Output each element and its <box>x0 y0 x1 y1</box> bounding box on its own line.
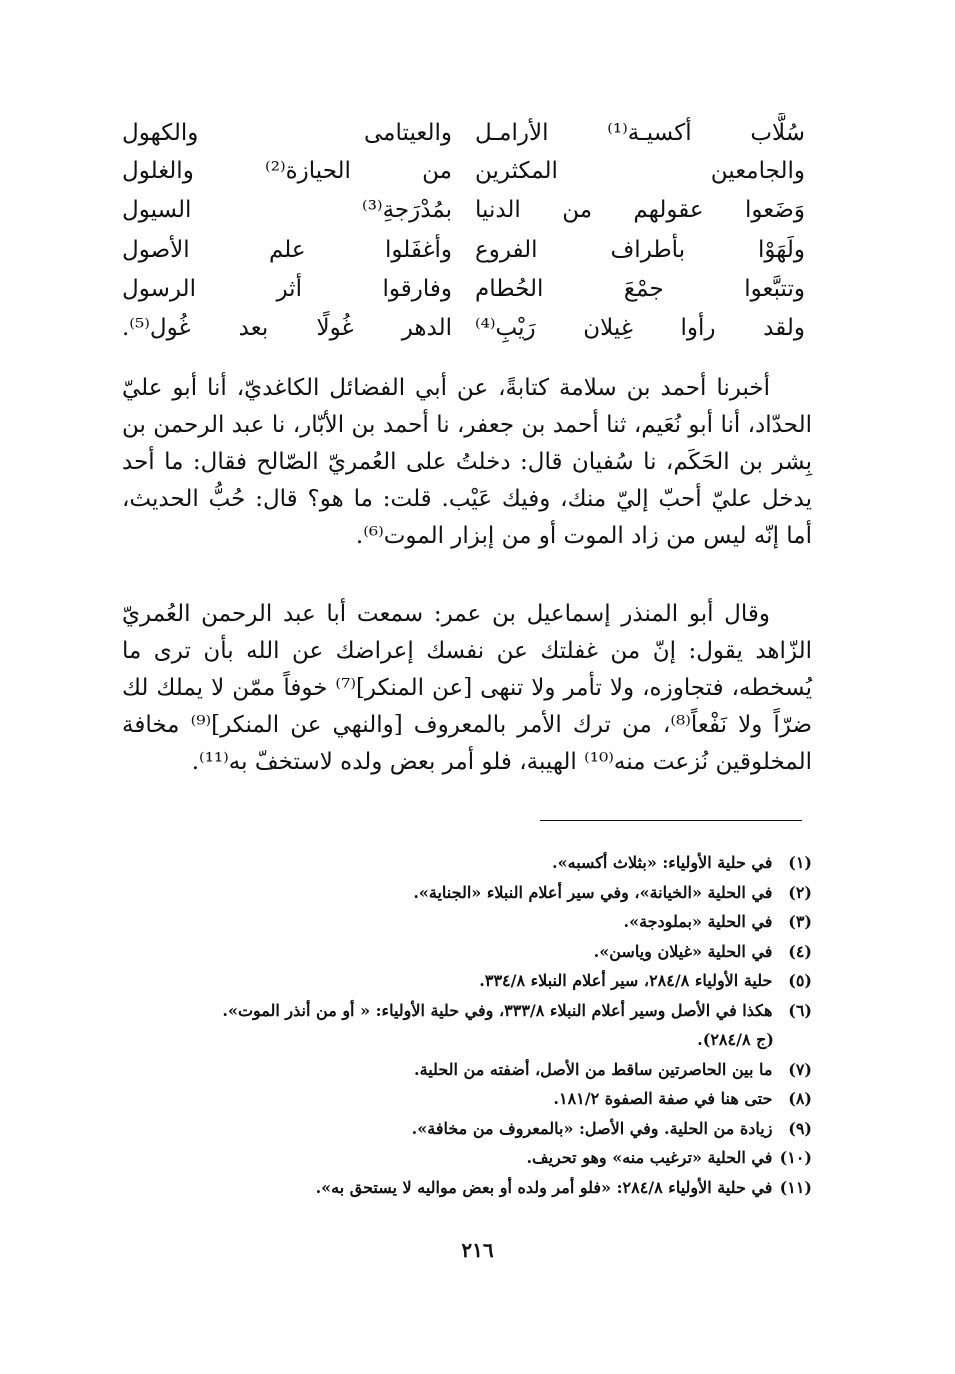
page-number: ٢١٦ <box>461 1238 494 1262</box>
poem-verse <box>0 308 955 348</box>
footnote-text: في الحلية «غيلان وياسن». <box>593 941 773 961</box>
footnote-text: هكذا في الأصل وسير أعلام النبلاء ٣٣٣/٨، وفي حلية الأولياء: « أو من أنذر الموت». <box>222 1000 773 1020</box>
footnote-number: (١٠) <box>779 1148 812 1167</box>
poem-verse <box>0 113 955 153</box>
footnote <box>100 848 812 878</box>
footnote <box>100 937 812 967</box>
footnotes <box>100 848 812 1202</box>
footnote-text: ما بين الحاصرتين ساقط من الأصل، أضفته من الحلية. <box>414 1059 773 1079</box>
verse-right-hemistich: والجامعين المكثرين <box>475 158 805 184</box>
footnote-continuation <box>100 1025 812 1055</box>
footnote-number: (٤) <box>788 941 812 961</box>
footnote-text: في الحلية «بملودجة». <box>623 912 773 931</box>
footnote <box>100 1114 812 1144</box>
paragraph-text: أخبرنا أحمد بن سلامة كتابةً، عن أبي الفضائل الكاغديّ، أنا أبو عليّ الحدّاد، أنا أبو نُعَيم، ثنا أحمد بن جعفر، نا أحمد بن الأبّار، نا عبد الرحمن بن بِشر بن الحَكَم، نا سُفيان قال: دخلتُ على العُمريّ الصّالح فقال: ما أحد يدخل عليّ أحبّ إليّ منك، وفيك عَيْب. قلت: ما هو؟ قال: حُبُّ الحديث، أما إنّه ليس من زاد الموت أو من إبزار الموت⁽⁶⁾. <box>122 375 812 549</box>
verse-left-hemistich: بمُدْرَجةِ⁽³⁾ السيول <box>122 197 452 223</box>
footnote-number: (٩) <box>788 1118 812 1138</box>
poem-verse <box>0 190 955 230</box>
verse-left-hemistich: والعيتامى والكهول <box>122 120 452 146</box>
footnote-number: (٣) <box>788 912 812 931</box>
footnote-separator <box>540 820 802 821</box>
poem-verse <box>0 269 955 309</box>
footnote-number: (١١) <box>779 1177 812 1197</box>
footnote <box>100 907 812 937</box>
verse-right-hemistich: ولقد رأوا غِيلان رَيْبِ⁽⁴⁾ <box>475 315 805 341</box>
footnote <box>100 1055 812 1085</box>
footnote-number: (٧) <box>788 1059 812 1079</box>
footnote-text: في حلية الأولياء: «بثلاث أكسبه». <box>552 853 773 872</box>
verse-left-hemistich: وأغفَلوا علم الأصول <box>122 237 452 263</box>
verse-right-hemistich: وتتبَّعوا جمْعَ الحُطام <box>475 276 805 302</box>
verse-left-hemistich: وفارقوا أثر الرسول <box>122 276 452 302</box>
footnote <box>100 996 812 1026</box>
footnote-text: في حلية الأولياء ٢٨٤/٨: «فلو أمر ولده أو بعض مواليه لا يستحق به». <box>315 1177 773 1197</box>
footnote <box>100 966 812 996</box>
footnote-text: حتى هنا في صفة الصفوة ١٨١/٢. <box>553 1089 773 1108</box>
paragraph-text: وقال أبو المنذر إسماعيل بن عمر: سمعت أبا عبد الرحمن العُمريّ الزّاهد يقول: إنّ من غفلتك عن نفسك إعراضك عن الله بأن ترى ما يُسخطه، فتجاوزه، ولا تأمر ولا تنهى [عن المنكر]⁽⁷⁾ خوفاً ممّن لا يملك لك ضرّاً ولا نَفْعاً⁽⁸⁾، من ترك الأمر بالمعروف [والنهي عن المنكر]⁽⁹⁾ مخافة المخلوقين نُزعت منه⁽¹⁰⁾ الهيبة، فلو أمر بعض ولده لاستخفّ به⁽¹¹⁾. <box>122 601 812 775</box>
footnote <box>100 1084 812 1114</box>
footnote <box>100 1143 812 1173</box>
footnote <box>100 1173 812 1203</box>
verse-right-hemistich: ولَهَوْا بأطراف الفروع <box>475 237 805 263</box>
footnote <box>100 878 812 908</box>
verse-left-hemistich: من الحيازة⁽²⁾ والغلول <box>122 158 452 184</box>
verse-left-hemistich: الدهر غُولًا بعد غُول⁽⁵⁾. <box>122 315 452 341</box>
poem-verse <box>0 151 955 191</box>
footnote-text: حلية الأولياء ٢٨٤/٨، سير أعلام النبلاء ٣٣٤/٨. <box>479 971 773 990</box>
footnote-number: (١) <box>788 853 812 872</box>
footnote-text: في الحلية «الخيانة»، وفي سير أعلام النبلاء «الجناية». <box>413 882 773 902</box>
verse-right-hemistich: سُلَّاب أكسيـة⁽¹⁾ الأرامـل <box>475 120 805 146</box>
footnote-text: في الحلية «ترغيب منه» وهو تحريف. <box>526 1148 773 1167</box>
poem-verse <box>0 230 955 270</box>
footnote-number: (٦) <box>788 1000 812 1020</box>
footnote-number: (٨) <box>788 1089 812 1108</box>
body-paragraph <box>122 596 812 781</box>
footnote-number: (٥) <box>788 971 812 990</box>
footnote-text: (ج ٢٨٤/٨). <box>697 1030 774 1049</box>
footnote-text: زيادة من الحلية. وفي الأصل: «بالمعروف من مخافة». <box>411 1118 773 1138</box>
verse-right-hemistich: وَضَعوا عقولهم من الدنيا <box>475 197 805 223</box>
body-paragraph <box>122 370 812 555</box>
footnote-number: (٢) <box>788 882 812 902</box>
